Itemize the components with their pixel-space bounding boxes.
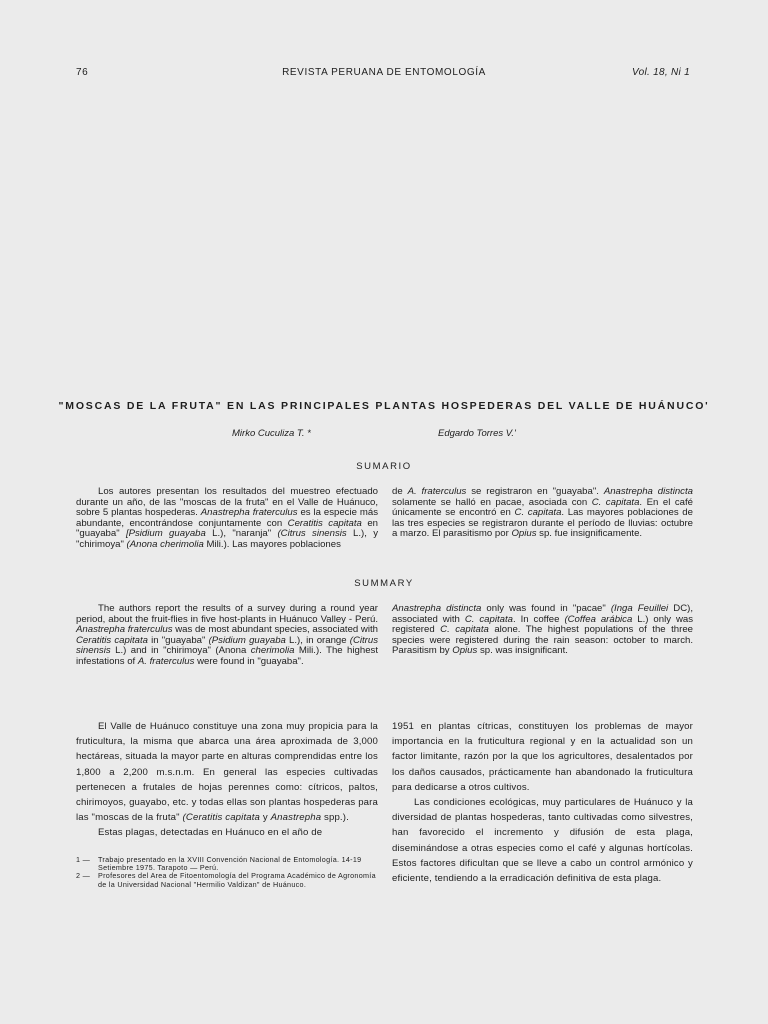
body-paragraph: Estas plagas, detectadas en Huánuco en el año de (98, 827, 323, 839)
summary-paragraph: Anastrepha distincta only was found in "pacae" (Inga Feuillei DC), associated with C. capitata. In coffee (Coffea arábica L.) only was registered C. capitata alone. The highest populations of the three species were registered during the rain season: october to march. Parasitism by Opius sp. was insignificant. (392, 603, 693, 657)
footnotes (76, 856, 380, 889)
body-right-column (392, 719, 693, 886)
page-number: 76 (76, 67, 89, 78)
summary-heading: SUMMARY (354, 578, 414, 589)
footnote (76, 872, 380, 888)
sumario-heading: SUMARIO (356, 461, 412, 472)
summary-paragraph: The authors report the results of a survey during a round year period, about the fruit-flies in five host-plants in Huánuco Valley - Perú. Anastrepha fraterculus was de most abundant species, associated with Ceratitis capitata in "guayaba" (Psidium guayaba L.), in orange (Citrus sinensis L.) and in "chirimoya" (Anona cherimolia Mili.). The highest infestations of A. fraterculus were found in "guayaba". (76, 603, 379, 667)
footnote-marker: 1 — (76, 855, 91, 864)
body-paragraph: Las condiciones ecológicas, muy particulares de Huánuco y la diversidad de plantas hospederas, tanto cultivadas como silvestres, han favorecido el incremento y difusión de esta plaga, diseminándose a otras especies como el café y algunas hortícolas. Estos factores dificultan que se lleve a cabo un control armónico y eficiente, tendiendo a la erradicación definitiva de esta plaga. (392, 797, 693, 885)
footnote-text: Profesores del Area de Fitoentomología del Programa Académico de Agronomía de la Universidad Nacional "Hermilio Valdizan" de Huánuco. (98, 871, 376, 889)
author-name: Edgardo Torres V.' (438, 428, 516, 439)
footnote-text: Trabajo presentado en la XVIII Convención Nacional de Entomología. 14-19 Setiembre 1975. Tarapoto — Perú. (98, 855, 362, 873)
body-paragraph: El Valle de Huánuco constituye una zona muy propicia para la fruticultura, la misma que abarca una área aproximada de 3,000 hectáreas, situada la mayor parte en alturas comprendidas entre los 1,800 a 2,200 m.s.n.m. En general las especies cultivadas pertenecen a frutales de hojas perennes como: cítricos, paltos, chirimoyos, guayabo, etc. y todas ellas son plantas hospederas para las "moscas de la fruta" (Ceratitis capitata y Anastrepha spp.). (76, 721, 378, 824)
author-name: Mirko Cuculiza T. * (232, 428, 311, 439)
volume-issue: Vol. 18, Ni 1 (631, 67, 690, 78)
sumario-paragraph: Los autores presentan los resultados del muestreo efectuado durante un año, de las "moscas de la fruta" en el Valle de Huánuco, sobre 5 plantas hospederas. Anastrepha fraterculus es la especie más abundante, encontrándose conjuntamente con Ceratitis capitata en "guayaba" [Psidium guayaba L.), "naranja" (Citrus sinensis L.), y "chirimoya" (Anona cherimolia Mili.). Las mayores poblaciones (76, 486, 379, 550)
footnote-marker: 2 — (76, 871, 91, 881)
footnote (76, 856, 380, 872)
journal-name: REVISTA PERUANA DE ENTOMOLOGÍA (282, 67, 486, 78)
sumario-paragraph: de A. fraterculus se registraron en "guayaba". Anastrepha distincta solamente se halló en pacae, asociada con C. capitata. En el café únicamente se encontró en C. capitata. Las mayores poblaciones de las tres especies se registraron durante el período de lluvias: octubre a marzo. El parasitismo por Opius sp. fue insignificamente. (392, 486, 693, 540)
article-title: "MOSCAS DE LA FRUTA" EN LAS PRINCIPALES PLANTAS HOSPEDERAS DEL VALLE DE HUÁNUCO' (58, 400, 710, 412)
sumario-left-column (76, 487, 378, 551)
summary-right-column (392, 604, 693, 657)
summary-left-column (76, 604, 378, 668)
body-paragraph: 1951 en plantas cítricas, constituyen los problemas de mayor importancia en la fruticultura regional y en la actualidad son un factor limitante, razón por la que los agricultores, desalentados por los daños causados, prácticamente han abandonado la fruticultura para dedicarse a otros cultivos. (392, 721, 693, 793)
sumario-right-column (392, 487, 693, 540)
body-left-column (76, 719, 378, 841)
